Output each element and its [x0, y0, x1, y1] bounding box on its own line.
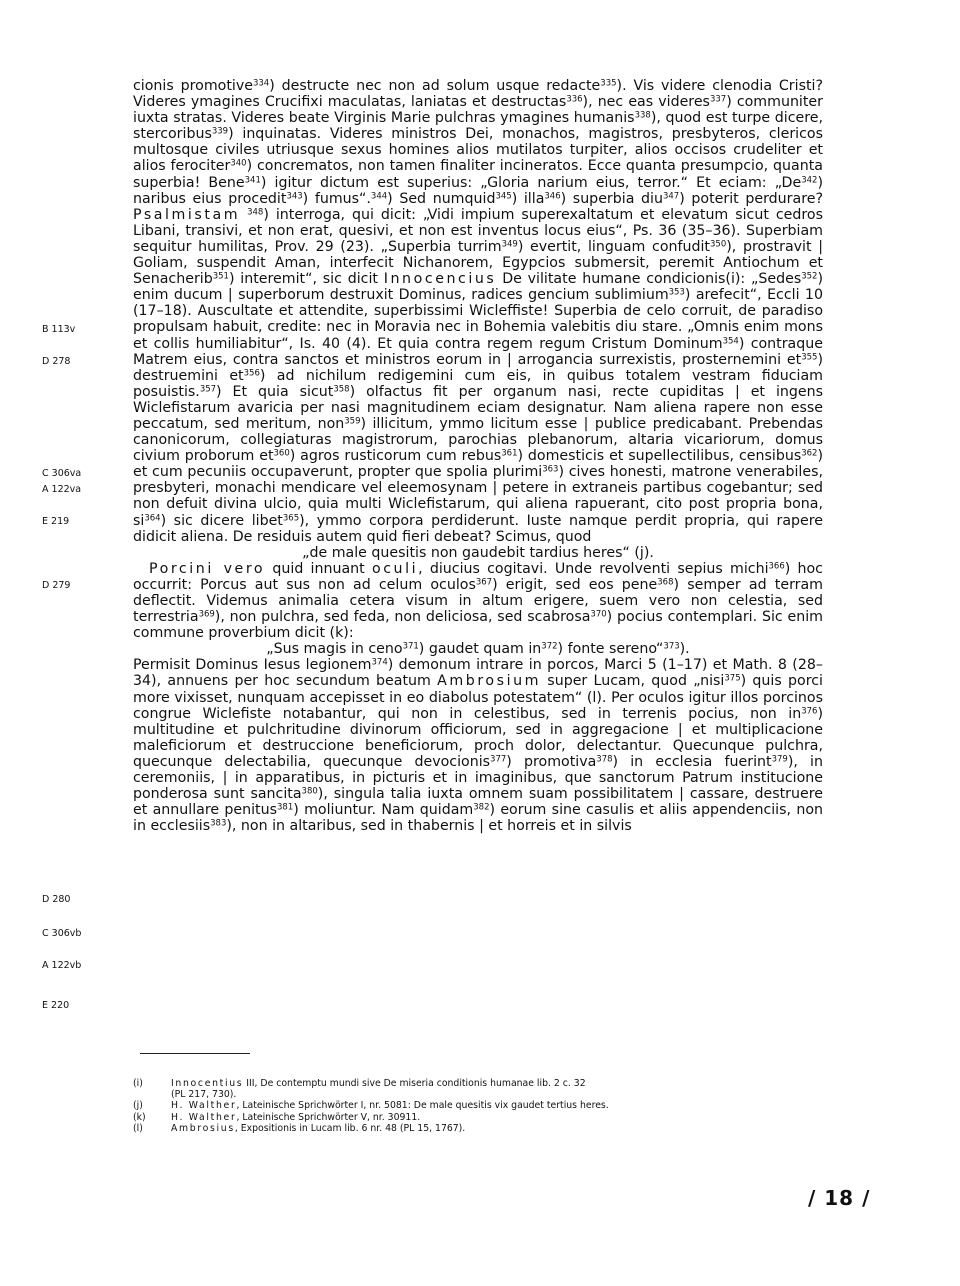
footnote: (l) Ambrosius, Expositionis in Lucam lib. 6 nr. 48 (PL 15, 1767).: [133, 1122, 466, 1134]
margin-note: E 219: [42, 516, 70, 527]
margin-note: A 122vb: [42, 960, 82, 971]
page-number: / 18 /: [808, 1186, 871, 1210]
footnote: (i) Innocentius III, De contemptu mundi sive De miseria conditionis humanae lib. 2 c. 32: [133, 1078, 586, 1089]
footnote-author: H. Walther: [171, 1100, 237, 1112]
spaced-name-innocencius: Innocencius: [383, 271, 497, 288]
footnote-author: Ambrosius: [171, 1122, 235, 1134]
margin-note: E 220: [42, 1000, 70, 1011]
spaced-word-porcini-vero: Porcini vero: [149, 560, 266, 577]
footnote-key: (j): [133, 1100, 143, 1112]
footnote-author: Innocentius: [171, 1078, 244, 1089]
footnote-separator: [140, 1053, 250, 1054]
margin-note: D 279: [42, 580, 71, 591]
paragraph-1: cionis promotive$^{334}$) destructe nec non ad solum usque redacte$^{335}$). Vis videre clenodia Cristi? Videres ymagines Crucifixi maculatas, laniatas et destructas$^{336}$), nec eas videres$^{337}$) communiter iuxta stratas. Videres beate Virginis Marie pulchras ymagines humanis$^{338}$), quod est turpe dicere, stercoribus$^{339}$) inquinatas. Videres ministros Dei, monachos, magistros, presbyteros, clericos multosque civiles utriusque sexus homines alios mutilatos turpiter, alios occisos crudeliter et alios ferociter$^{340}$) concrematos, non tamen finaliter incineratos. Ecce quanta presumpcio, quanta superbia! Bene$^{341}$) igitur dictum est superius: „Gloria narium eius, terror.“ Et eciam: „De$^{342}$) naribus eius procedit$^{343}$) fumus“.$^{344}$) Sed numquid$^{345}$) illa$^{346}$) superbia diu$^{347}$) poterit perdurare? Psalmistam $^{348}$) interroga, qui dicit: „Vidi impium superexaltatum et elevatum sicut cedros Libani, transivi, et non erat, quesivi, et non est inventus locus eius“, Ps. 36 (35–36). Superbiam sequitur humilitas, Prov. 29 (23). „Superbia turrim$^{349}$) evertit, linguam confudit$^{350}$), prostravit | Goliam, suspendit Aman, interfecit Nichanorem, Egypcios submersit, peremit Antiochum et Senacherib$^{351}$) interemit“, sic dicit Innocencius De vilitate humane condicionis(i): „Sedes$^{352}$) enim ducum | superborum destruxit Dominus, radices gencium sublimium$^{353}$) arefecit“, Eccli 10 (17–18). Auscultate et attendite, superbissimi Wicleffiste! Superbia de celo corruit, de paradiso propulsam habuit, credite: nec in Moravia nec in Bohemia valebitis diu stare. „Omnis enim mons et collis humiliabitur“, Is. 40 (4). Et quia contra regem regum Cristum Dominum$^{354}$) contraque Matrem eius, contra sanctos et ministros eorum in | arrogancia surrexistis, prosternemini $et^{355}$) destruemini $et^{356}$) ad nichilum redigemini cum eis, in quibus totalem vestram fiduciam posuistis.$^{357}$) Et quia sicut$^{358}$) olfactus fit per organum nasi, recte cupiditas | et ingens Wiclefistarum avaricia per nasi magnitudinem eciam designatur. Nam aliena rapere non esse peccatum, sed meritum, non$^{359}$) illicitum, ymmo licitum esse | publice predicabant. Prebendas canonicorum, collegiaturas magistrorum, parochias plebanorum, altaria vicariorum, domus civium proborum $et^{360}$) agros rusticorum cum rebus$^{361}$) domesticis et supellectilibus, censibus$^{362}$) et cum pecuniis occupaverunt, propter que spolia plurimi$^{363}$) cives honesti, matrone venerabiles, presbyteri, monachi mendicare vel eleemosynam | petere in extraneis partibus cogebantur; sed non defuit divina ulcio, quia multi Wiclefistarum, qui aliena rapuerant, cito post propria bona, $si^{364}$) sic dicere libet$^{365}$), ymmo corpora perdiderunt. Iuste namque perdit propria, qui rapere didicit aliena. De residuis autem quid fieri debeat? Scimus, quod: [133, 78, 824, 545]
paragraph-2: Porcini vero quid innuant oculi, diucius cogitavi. Unde revolventi sepius michi$^{366}$) hoc occurrit: Porcus aut sus non ad celum oculos$^{367}$) erigit, sed eos pene$^{368}$) semper ad terram deflectit. Videmus animalia cetera visum in altum erigere, suem vero non celestia, sed terrestria$^{369}$), non pulchra, sed feda, non deliciosa, sed scabrosa$^{370}$) pocius contemplari. Sic enim commune proverbium dicit (k):: [133, 560, 823, 642]
main-text: [133, 78, 823, 834]
footnote-key: (l): [133, 1122, 143, 1134]
footnote-continuation: (PL 217, 730).: [171, 1089, 237, 1101]
footnote: (k) H. Walther, Lateinische Sprichwörter V, nr. 30911.: [133, 1111, 421, 1123]
margin-note: B 113v: [42, 324, 76, 335]
footnote: (j) H. Walther, Lateinische Sprichwörter I, nr. 5081: De male quesitis vix gaudet tertius heres.: [133, 1100, 609, 1112]
spaced-name-ambrosium: Ambrosium: [437, 673, 542, 690]
spaced-name-psalmista: Psalmistam: [133, 206, 241, 223]
margin-note: D 280: [42, 894, 71, 905]
quote-proverb-1: „de male quesitis non gaudebit tardius heres“ (j).: [302, 544, 654, 561]
spaced-word-oculi: oculi: [371, 560, 419, 577]
quote-proverb-2: „Sus magis in ceno$^{371}$) gaudet quam $in^{372}$) fonte sereno“$^{373}$).: [266, 641, 690, 658]
footnote-author: H. Walther: [171, 1111, 237, 1123]
footnote-key: (i): [133, 1078, 143, 1089]
margin-note: C 306vb: [42, 928, 82, 939]
margin-note: D 278: [42, 356, 71, 367]
margin-note: C 306va: [42, 468, 82, 479]
margin-note: A 122va: [42, 484, 82, 495]
paragraph-3: Permisit Dominus Iesus legionem$^{374}$) demonum intrare in porcos, Marci 5 (1–17) et Math. 8 (28–34), annuens per hoc secundum beatum Ambrosium super Lucam, quod „nisi$^{375}$) quis porci more vixisset, nunquam accepisset in eo diabolus potestatem“ (l). Per oculos igitur illos porcinos congrue Wiclefiste notabantur, qui non in celestibus, sed in terrenis pocius, non $in^{376}$) multitudine et pulchritudine divinorum officiorum, sed in aggregacione | et multiplicacione maleficiorum et destruccione beneficiorum, proch dolor, delectantur. Quecunque pulchra, quecunque delectabilia, quecunque devocionis$^{377}$) promotiva$^{378}$) in ecclesia fuerint$^{379}$), in ceremoniis, | in apparatibus, in picturis et in imaginibus, que sanctorum Patrum institucione ponderosa sunt sancita$^{380}$), singula talia iuxta omnem suam possibilitatem | cassare, destruere et annullare penitus$^{381}$) moliuntur. Nam quidam$^{382}$) eorum sine casulis et aliis appendenciis, non in ecclesiis$^{383}$), non in altaribus, sed in thabernis | et horreis et in silvis: [133, 657, 823, 835]
footnote-key: (k): [133, 1111, 146, 1123]
footnotes: [133, 1078, 823, 1134]
